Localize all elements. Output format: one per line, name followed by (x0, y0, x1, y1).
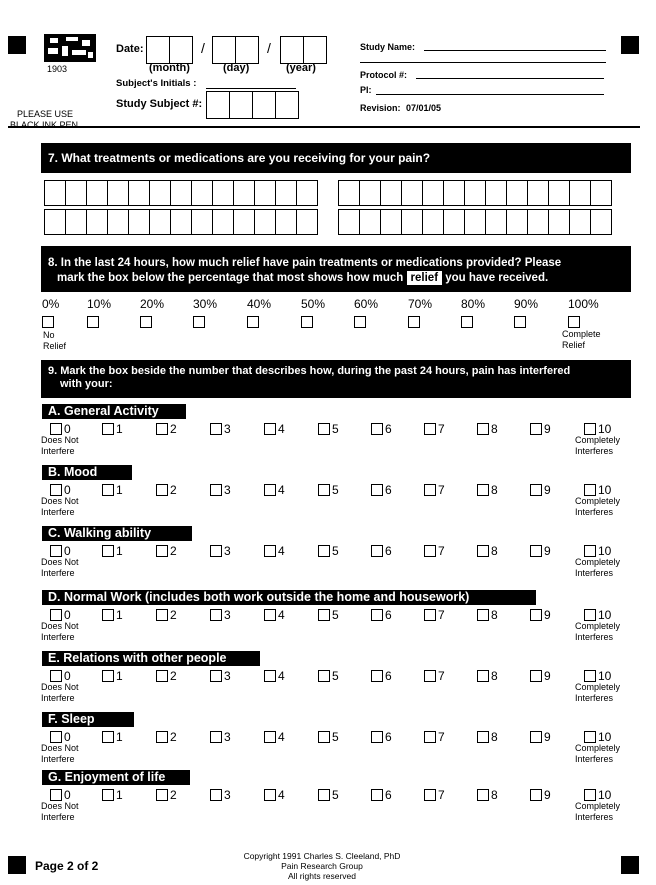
interference-number: 7 (438, 730, 445, 744)
interference-checkbox[interactable] (50, 484, 62, 496)
q7-answer-row (339, 180, 612, 206)
form-barcode-icon (44, 34, 96, 62)
q7-answer-row (45, 180, 318, 206)
q7-letter-cell[interactable] (86, 209, 108, 235)
q7-letter-cell[interactable] (485, 209, 507, 235)
interference-number: 4 (278, 483, 285, 497)
relief-percentage-label: 20% (140, 297, 165, 311)
interference-checkbox[interactable] (584, 423, 596, 435)
interference-number: 2 (170, 788, 177, 802)
day-label: (day) (223, 62, 250, 74)
q7-letter-cell[interactable] (44, 180, 66, 206)
q7-letter-cell[interactable] (380, 209, 402, 235)
interference-checkbox[interactable] (102, 731, 114, 743)
interference-checkbox[interactable] (318, 609, 330, 621)
interference-checkbox[interactable] (477, 670, 489, 682)
interference-number: 5 (332, 608, 339, 622)
q7-letter-cell[interactable] (548, 209, 570, 235)
interference-number: 2 (170, 730, 177, 744)
q7-letter-cell[interactable] (422, 180, 444, 206)
interference-checkbox[interactable] (584, 609, 596, 621)
interference-number: 6 (385, 422, 392, 436)
does-not-interfere-anchor: Does Not Interfere (41, 621, 79, 642)
interference-number: 3 (224, 422, 231, 436)
interference-checkbox[interactable] (50, 545, 62, 557)
interference-item-heading: A. General Activity (42, 404, 186, 419)
q7-letter-cell[interactable] (254, 180, 276, 206)
interference-number: 9 (544, 422, 551, 436)
interference-checkbox[interactable] (530, 423, 542, 435)
q7-letter-cell[interactable] (338, 209, 360, 235)
interference-checkbox[interactable] (50, 609, 62, 621)
q7-letter-cell[interactable] (464, 180, 486, 206)
interference-number: 8 (491, 788, 498, 802)
interference-checkbox[interactable] (102, 670, 114, 682)
does-not-interfere-anchor: Does Not Interfere (41, 743, 79, 764)
interference-number: 7 (438, 608, 445, 622)
q7-letter-cell[interactable] (485, 180, 507, 206)
interference-number: 7 (438, 544, 445, 558)
q7-letter-cell[interactable] (149, 180, 171, 206)
relief-highlight: relief (407, 271, 443, 285)
interference-number: 6 (385, 730, 392, 744)
interference-checkbox[interactable] (102, 423, 114, 435)
interference-checkbox[interactable] (264, 670, 276, 682)
ink-note: BLACK INK PEN (10, 120, 79, 130)
interference-number: 6 (385, 544, 392, 558)
day-digit-field[interactable] (212, 36, 236, 64)
interference-checkbox[interactable] (156, 670, 168, 682)
interference-checkbox[interactable] (264, 731, 276, 743)
interference-checkbox[interactable] (584, 545, 596, 557)
q7-letter-cell[interactable] (212, 180, 234, 206)
subject-digit-field[interactable] (229, 91, 253, 119)
interference-number: 1 (116, 669, 123, 683)
registration-mark-top-right (621, 36, 639, 54)
registration-mark-bottom-right (621, 856, 639, 874)
interference-number: 5 (332, 422, 339, 436)
interference-checkbox[interactable] (102, 789, 114, 801)
interference-checkbox[interactable] (424, 484, 436, 496)
q7-letter-cell[interactable] (170, 209, 192, 235)
interference-checkbox[interactable] (371, 789, 383, 801)
interference-number: 1 (116, 788, 123, 802)
relief-checkbox[interactable] (461, 316, 473, 328)
interference-number: 10 (598, 788, 612, 802)
interference-checkbox[interactable] (371, 670, 383, 682)
relief-percentage-label: 10% (87, 297, 112, 311)
interference-number: 1 (116, 422, 123, 436)
day-digit-field[interactable] (235, 36, 259, 64)
interference-checkbox[interactable] (318, 670, 330, 682)
q7-letter-cell[interactable] (128, 180, 150, 206)
study-name-field[interactable] (424, 50, 606, 51)
interference-number: 6 (385, 483, 392, 497)
interference-number: 7 (438, 483, 445, 497)
subject-digit-field[interactable] (206, 91, 230, 119)
interference-checkbox[interactable] (371, 545, 383, 557)
study-name-field-line-2[interactable] (360, 62, 606, 63)
protocol-field[interactable] (416, 78, 604, 79)
interference-number: 5 (332, 669, 339, 683)
interference-number: 0 (64, 422, 71, 436)
q7-letter-cell[interactable] (590, 180, 612, 206)
q7-letter-cell[interactable] (65, 180, 87, 206)
q7-letter-cell[interactable] (233, 209, 255, 235)
question-9-heading: 9. Mark the box beside the number that describes how, during the past 24 hours, pain has interfered with your: (41, 360, 631, 398)
interference-number: 8 (491, 669, 498, 683)
interference-checkbox[interactable] (584, 731, 596, 743)
q7-letter-cell[interactable] (212, 209, 234, 235)
completely-interferes-anchor: Completely Interferes (575, 801, 621, 822)
interference-number: 3 (224, 730, 231, 744)
relief-checkbox[interactable] (568, 316, 580, 328)
relief-percentage-label: 70% (408, 297, 433, 311)
q7-letter-cell[interactable] (296, 209, 318, 235)
interference-number: 4 (278, 422, 285, 436)
relief-checkbox[interactable] (247, 316, 259, 328)
interference-checkbox[interactable] (264, 423, 276, 435)
interference-number: 0 (64, 788, 71, 802)
registration-mark-bottom-left (8, 856, 26, 874)
q7-letter-cell[interactable] (296, 180, 318, 206)
study-name-label: Study Name: (360, 42, 416, 52)
interference-checkbox[interactable] (50, 731, 62, 743)
q7-letter-cell[interactable] (128, 209, 150, 235)
interference-number: 7 (438, 788, 445, 802)
interference-checkbox[interactable] (477, 423, 489, 435)
interference-number: 7 (438, 669, 445, 683)
pi-field[interactable] (376, 94, 604, 95)
relief-percentage-label: 0% (42, 297, 60, 311)
interference-item-heading: B. Mood (42, 465, 132, 480)
interference-number: 3 (224, 788, 231, 802)
interference-item-heading: E. Relations with other people (42, 651, 260, 666)
q7-letter-cell[interactable] (527, 209, 549, 235)
interference-number: 2 (170, 669, 177, 683)
q7-letter-cell[interactable] (359, 209, 381, 235)
interference-checkbox[interactable] (530, 670, 542, 682)
completely-interferes-anchor: Completely Interferes (575, 435, 621, 456)
relief-percentage-label: 60% (354, 297, 379, 311)
interference-number: 5 (332, 788, 339, 802)
interference-checkbox[interactable] (424, 609, 436, 621)
year-label: (year) (286, 62, 316, 74)
interference-checkbox[interactable] (477, 609, 489, 621)
interference-number: 7 (438, 422, 445, 436)
q7-letter-cell[interactable] (65, 209, 87, 235)
interference-checkbox[interactable] (156, 545, 168, 557)
q7-letter-cell[interactable] (548, 180, 570, 206)
revision-label: Revision: (360, 103, 401, 113)
q7-letter-cell[interactable] (401, 209, 423, 235)
relief-percentage-label: 80% (461, 297, 486, 311)
interference-number: 10 (598, 544, 612, 558)
interference-checkbox[interactable] (530, 484, 542, 496)
interference-number: 4 (278, 608, 285, 622)
relief-checkbox[interactable] (514, 316, 526, 328)
interference-number: 8 (491, 544, 498, 558)
interference-checkbox[interactable] (102, 545, 114, 557)
interference-number: 9 (544, 788, 551, 802)
interference-number: 1 (116, 483, 123, 497)
initials-field[interactable] (206, 88, 296, 89)
month-digit-field[interactable] (169, 36, 193, 64)
interference-number: 8 (491, 483, 498, 497)
q7-letter-cell[interactable] (506, 209, 528, 235)
interference-number: 8 (491, 422, 498, 436)
interference-number: 5 (332, 544, 339, 558)
year-digit-field[interactable] (280, 36, 304, 64)
revision-value: 07/01/05 (406, 103, 442, 113)
q7-letter-cell[interactable] (569, 180, 591, 206)
does-not-interfere-anchor: Does Not Interfere (41, 557, 79, 578)
interference-checkbox[interactable] (210, 484, 222, 496)
protocol-label: Protocol #: (360, 70, 408, 80)
interference-number: 6 (385, 788, 392, 802)
interference-checkbox[interactable] (50, 789, 62, 801)
q7-letter-cell[interactable] (359, 180, 381, 206)
interference-item-heading: F. Sleep (42, 712, 134, 727)
q7-letter-cell[interactable] (191, 209, 213, 235)
interference-checkbox[interactable] (584, 670, 596, 682)
interference-checkbox[interactable] (318, 731, 330, 743)
interference-checkbox[interactable] (210, 545, 222, 557)
interference-checkbox[interactable] (477, 545, 489, 557)
interference-checkbox[interactable] (371, 423, 383, 435)
header-divider (8, 126, 640, 128)
interference-checkbox[interactable] (264, 609, 276, 621)
interference-item-heading: C. Walking ability (42, 526, 192, 541)
q7-letter-cell[interactable] (44, 209, 66, 235)
q7-letter-cell[interactable] (275, 209, 297, 235)
interference-checkbox[interactable] (318, 545, 330, 557)
interference-number: 2 (170, 608, 177, 622)
interference-checkbox[interactable] (424, 545, 436, 557)
interference-checkbox[interactable] (424, 789, 436, 801)
interference-checkbox[interactable] (210, 423, 222, 435)
relief-checkbox[interactable] (87, 316, 99, 328)
q7-letter-cell[interactable] (233, 180, 255, 206)
interference-checkbox[interactable] (318, 423, 330, 435)
completely-interferes-anchor: Completely Interferes (575, 743, 621, 764)
completely-interferes-anchor: Completely Interferes (575, 621, 621, 642)
q7-letter-cell[interactable] (590, 209, 612, 235)
pi-label: PI: (360, 85, 372, 95)
interference-number: 1 (116, 608, 123, 622)
q7-answer-row (45, 209, 318, 235)
copyright: Copyright 1991 Charles S. Cleeland, PhD Pain Research Group All rights reserved (243, 851, 401, 881)
interference-checkbox[interactable] (584, 789, 596, 801)
interference-checkbox[interactable] (477, 731, 489, 743)
no-relief-anchor: No Relief (43, 330, 67, 351)
completely-interferes-anchor: Completely Interferes (575, 496, 621, 517)
interference-number: 8 (491, 608, 498, 622)
q7-letter-cell[interactable] (401, 180, 423, 206)
relief-checkbox[interactable] (140, 316, 152, 328)
interference-number: 5 (332, 730, 339, 744)
interference-number: 3 (224, 608, 231, 622)
interference-number: 3 (224, 669, 231, 683)
interference-checkbox[interactable] (156, 731, 168, 743)
does-not-interfere-anchor: Does Not Interfere (41, 435, 79, 456)
relief-percentage-label: 50% (301, 297, 326, 311)
interference-checkbox[interactable] (371, 609, 383, 621)
q7-letter-cell[interactable] (380, 180, 402, 206)
interference-number: 1 (116, 544, 123, 558)
relief-checkbox[interactable] (301, 316, 313, 328)
q7-letter-cell[interactable] (254, 209, 276, 235)
interference-number: 10 (598, 422, 612, 436)
interference-number: 5 (332, 483, 339, 497)
ink-note: PLEASE USE (17, 109, 74, 119)
page-number: Page 2 of 2 (35, 859, 99, 873)
interference-checkbox[interactable] (210, 609, 222, 621)
month-digit-field[interactable] (146, 36, 170, 64)
q7-letter-cell[interactable] (86, 180, 108, 206)
q7-letter-cell[interactable] (107, 209, 129, 235)
does-not-interfere-anchor: Does Not Interfere (41, 682, 79, 703)
interference-item-heading: D. Normal Work (includes both work outside the home and housework) (42, 590, 536, 605)
subject-label: Study Subject #: (116, 98, 203, 110)
interference-checkbox[interactable] (210, 731, 222, 743)
relief-checkbox[interactable] (193, 316, 205, 328)
relief-checkbox[interactable] (42, 316, 54, 328)
date-label: Date: (116, 43, 144, 55)
q7-answer-row (339, 209, 612, 235)
interference-checkbox[interactable] (530, 731, 542, 743)
interference-number: 9 (544, 483, 551, 497)
interference-checkbox[interactable] (156, 484, 168, 496)
interference-checkbox[interactable] (156, 789, 168, 801)
interference-checkbox[interactable] (264, 789, 276, 801)
form-number: 1903 (47, 64, 68, 74)
interference-number: 0 (64, 544, 71, 558)
does-not-interfere-anchor: Does Not Interfere (41, 801, 79, 822)
interference-number: 4 (278, 669, 285, 683)
interference-checkbox[interactable] (264, 484, 276, 496)
does-not-interfere-anchor: Does Not Interfere (41, 496, 79, 517)
interference-number: 10 (598, 608, 612, 622)
interference-checkbox[interactable] (424, 423, 436, 435)
interference-number: 9 (544, 544, 551, 558)
interference-number: 10 (598, 730, 612, 744)
interference-number: 3 (224, 544, 231, 558)
interference-checkbox[interactable] (424, 731, 436, 743)
q7-letter-cell[interactable] (338, 180, 360, 206)
interference-checkbox[interactable] (530, 789, 542, 801)
q7-letter-cell[interactable] (191, 180, 213, 206)
relief-checkbox[interactable] (354, 316, 366, 328)
interference-checkbox[interactable] (477, 789, 489, 801)
interference-number: 2 (170, 422, 177, 436)
interference-checkbox[interactable] (210, 670, 222, 682)
interference-checkbox[interactable] (371, 731, 383, 743)
interference-checkbox[interactable] (477, 484, 489, 496)
month-label: (month) (149, 62, 190, 74)
interference-number: 9 (544, 730, 551, 744)
relief-percentage-label: 30% (193, 297, 218, 311)
q7-letter-cell[interactable] (569, 209, 591, 235)
interference-checkbox[interactable] (102, 609, 114, 621)
interference-checkbox[interactable] (318, 789, 330, 801)
interference-number: 0 (64, 483, 71, 497)
interference-number: 10 (598, 483, 612, 497)
interference-checkbox[interactable] (156, 423, 168, 435)
q7-letter-cell[interactable] (107, 180, 129, 206)
interference-number: 6 (385, 669, 392, 683)
q7-letter-cell[interactable] (527, 180, 549, 206)
interference-number: 2 (170, 483, 177, 497)
completely-interferes-anchor: Completely Interferes (575, 682, 621, 703)
interference-item-heading: G. Enjoyment of life (42, 770, 190, 785)
initials-label: Subject's Initials : (116, 78, 197, 89)
interference-checkbox[interactable] (584, 484, 596, 496)
interference-number: 9 (544, 669, 551, 683)
date-separator: / (267, 40, 271, 56)
relief-checkbox[interactable] (408, 316, 420, 328)
interference-number: 6 (385, 608, 392, 622)
interference-number: 8 (491, 730, 498, 744)
interference-checkbox[interactable] (318, 484, 330, 496)
interference-number: 0 (64, 608, 71, 622)
q7-letter-cell[interactable] (506, 180, 528, 206)
completely-interferes-anchor: Completely Interferes (575, 557, 621, 578)
interference-number: 9 (544, 608, 551, 622)
relief-percentage-label: 90% (514, 297, 539, 311)
interference-checkbox[interactable] (530, 545, 542, 557)
interference-checkbox[interactable] (371, 484, 383, 496)
interference-checkbox[interactable] (50, 670, 62, 682)
q7-letter-cell[interactable] (464, 209, 486, 235)
relief-percentage-label: 100% (568, 297, 599, 311)
complete-relief-anchor: Complete Relief (562, 329, 601, 350)
q7-letter-cell[interactable] (422, 209, 444, 235)
interference-number: 2 (170, 544, 177, 558)
interference-checkbox[interactable] (264, 545, 276, 557)
registration-mark-top-left (8, 36, 26, 54)
interference-number: 4 (278, 730, 285, 744)
interference-checkbox[interactable] (530, 609, 542, 621)
q7-letter-cell[interactable] (443, 209, 465, 235)
interference-number: 1 (116, 730, 123, 744)
q7-letter-cell[interactable] (275, 180, 297, 206)
q7-letter-cell[interactable] (443, 180, 465, 206)
interference-number: 4 (278, 788, 285, 802)
interference-number: 0 (64, 669, 71, 683)
interference-number: 0 (64, 730, 71, 744)
question-8-heading: 8. In the last 24 hours, how much relief have pain treatments or medications provided? Please mark the box below the percentage that most shows how much relief you have received. (41, 246, 631, 292)
relief-percentage-label: 40% (247, 297, 272, 311)
subject-digit-field[interactable] (252, 91, 276, 119)
interference-number: 4 (278, 544, 285, 558)
q7-letter-cell[interactable] (149, 209, 171, 235)
interference-checkbox[interactable] (210, 789, 222, 801)
interference-checkbox[interactable] (102, 484, 114, 496)
interference-checkbox[interactable] (50, 423, 62, 435)
question-7-heading: 7. What treatments or medications are you receiving for your pain? (41, 143, 631, 173)
date-separator: / (201, 40, 205, 56)
q7-letter-cell[interactable] (170, 180, 192, 206)
interference-checkbox[interactable] (424, 670, 436, 682)
subject-digit-field[interactable] (275, 91, 299, 119)
interference-number: 10 (598, 669, 612, 683)
year-digit-field[interactable] (303, 36, 327, 64)
interference-checkbox[interactable] (156, 609, 168, 621)
interference-number: 3 (224, 483, 231, 497)
